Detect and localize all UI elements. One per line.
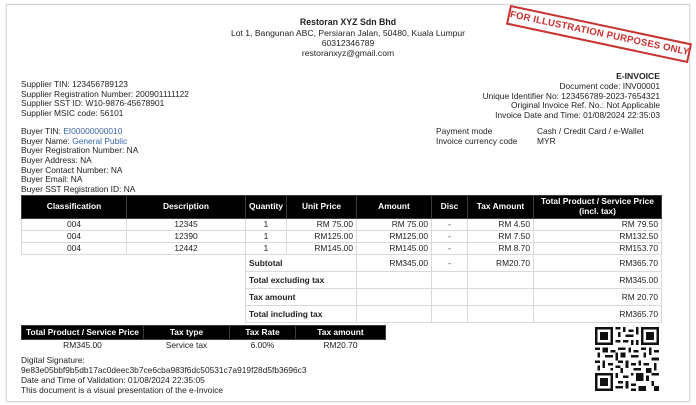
total-excluding-tax-label: Total excluding tax [246, 272, 357, 289]
cell-total-price: RM 79.50 [534, 219, 662, 231]
supplier-msic: Supplier MSIC code: 56101 [21, 107, 124, 118]
tax-header-type: Tax type [144, 326, 230, 340]
tax-header-rate: Tax Rate [230, 326, 296, 340]
unique-identifier: Unique Identifier No: 123456789-2023-7654321 [482, 90, 660, 101]
buyer-name-value: General Public [72, 135, 128, 146]
invoice-datetime: Invoice Date and Time: 01/08/2024 22:35:03 [495, 109, 660, 120]
payment-details [436, 127, 676, 146]
subtotal-amount: RM345.00 [357, 255, 432, 272]
tax-total-price: RM345.00 [63, 340, 102, 351]
payment-mode-value: Cash / Credit Card / e-Wallet [537, 126, 644, 136]
header-classification: Classification [22, 196, 127, 219]
table-row [22, 243, 662, 255]
blank-cell [357, 306, 432, 323]
blank-cell [127, 272, 246, 289]
buyer-name-label: Buyer Name: [21, 135, 73, 146]
digital-signature: 9e83e05bbf9b5db17ac0deec3b7ce6cba983f6dc50531c7a919f28d5fb3696c3 [21, 364, 307, 375]
supplier-sst: Supplier SST ID: W10-9876-45678901 [21, 98, 165, 109]
tax-summary-row [22, 340, 386, 353]
cell-total-price: RM132.50 [534, 231, 662, 243]
company-header [180, 17, 516, 58]
tax-amount-label: Tax amount [246, 289, 357, 306]
tax-amount-value: RM 20.70 [534, 289, 662, 306]
company-email: restoranxyz@gmail.com [301, 48, 395, 59]
subtotal-row [22, 255, 662, 272]
buyer-sst: Buyer SST Registration ID: NA [21, 183, 136, 194]
blank-cell [22, 255, 127, 272]
subtotal-total: RM365.70 [534, 255, 662, 272]
cell-amount: RM125.00 [357, 231, 432, 243]
qr-code-icon [595, 327, 659, 391]
header-disc: Disc [432, 196, 468, 219]
supplier-details [21, 80, 321, 119]
blank-cell [468, 272, 534, 289]
tax-header-total-price: Total Product / Service Price [22, 326, 144, 340]
header-tax-amount: Tax Amount [468, 196, 534, 219]
blank-cell [468, 306, 534, 323]
cell-amount: RM 75.00 [357, 219, 432, 231]
blank-cell [432, 306, 468, 323]
cell-disc: - [432, 243, 468, 255]
total-excluding-tax-row [22, 272, 662, 289]
subtotal-disc: - [432, 255, 468, 272]
einvoice-details [360, 72, 660, 121]
total-including-tax-label: Total including tax [246, 306, 357, 323]
blank-cell [127, 306, 246, 323]
buyer-tin-label: Buyer TIN: [21, 126, 64, 136]
tax-summary-table [21, 325, 386, 353]
blank-cell [432, 289, 468, 306]
header-amount: Amount [357, 196, 432, 219]
tax-type: Service tax [165, 340, 208, 351]
blank-cell [127, 289, 246, 306]
cell-classification: 004 [22, 243, 127, 255]
supplier-tin: Supplier TIN: 123456789123 [21, 79, 128, 89]
cell-tax-amount: RM 7.50 [468, 231, 534, 243]
header-total-price: Total Product / Service Price (incl. tax) [534, 196, 662, 219]
blank-cell [468, 289, 534, 306]
cell-unit-price: RM125.00 [287, 231, 357, 243]
cell-quantity: 1 [246, 243, 287, 255]
blank-cell [432, 272, 468, 289]
cell-description: 12345 [127, 219, 246, 231]
buyer-email: Buyer Email: NA [21, 174, 83, 185]
company-name: Restoran XYZ Sdn Bhd [299, 17, 397, 27]
line-items-table [21, 195, 662, 323]
tax-rate: 6.00% [250, 340, 275, 351]
total-including-tax-value: RM365.70 [534, 306, 662, 323]
blank-cell [22, 289, 127, 306]
table-header-row [22, 196, 662, 219]
header-unit-price: Unit Price [287, 196, 357, 219]
cell-unit-price: RM 75.00 [287, 219, 357, 231]
cell-classification: 004 [22, 219, 127, 231]
visual-presentation-note: This document is a visual presentation of the e-Invoice [21, 384, 224, 395]
buyer-registration: Buyer Registration Number: NA [21, 145, 139, 156]
subtotal-tax: RM20.70 [468, 255, 534, 272]
validation-datetime: Date and Time of Validation: 01/08/2024 22:35:05 [21, 374, 205, 385]
table-row [22, 231, 662, 243]
buyer-address: Buyer Address: NA [21, 154, 92, 165]
cell-description: 12442 [127, 243, 246, 255]
header-quantity: Quantity [246, 196, 287, 219]
company-phone: 60312346789 [321, 37, 375, 48]
supplier-registration: Supplier Registration Number: 200901111122 [21, 88, 189, 99]
original-invoice-ref: Original Invoice Ref. No.: Not Applicable [511, 100, 660, 111]
blank-cell [357, 272, 432, 289]
header-description: Description [127, 196, 246, 219]
payment-mode-label: Payment mode [436, 126, 493, 136]
currency-value: MYR [537, 135, 556, 146]
cell-disc: - [432, 231, 468, 243]
blank-cell [22, 272, 127, 289]
cell-quantity: 1 [246, 231, 287, 243]
tax-summary-header-row [22, 326, 386, 340]
tax-header-amount: Tax amount [296, 326, 386, 340]
buyer-tin-value: EI00000000010 [63, 126, 123, 136]
subtotal-label: Subtotal [246, 255, 357, 272]
document-code: Document code: INV00001 [559, 80, 660, 91]
tax-amount: RM20.70 [323, 340, 358, 351]
einvoice-title: E-INVOICE [616, 71, 660, 81]
total-excluding-tax-value: RM345.00 [534, 272, 662, 289]
footer [21, 356, 521, 396]
cell-quantity: 1 [246, 219, 287, 231]
cell-amount: RM145.00 [357, 243, 432, 255]
cell-tax-amount: RM 4.50 [468, 219, 534, 231]
total-including-tax-row [22, 306, 662, 323]
company-address: Lot 1, Bangunan ABC, Persiaran Jalan, 50480, Kuala Lumpur [230, 27, 466, 38]
cell-description: 12390 [127, 231, 246, 243]
cell-tax-amount: RM 8.70 [468, 243, 534, 255]
tax-amount-row [22, 289, 662, 306]
buyer-details [21, 127, 351, 195]
blank-cell [22, 306, 127, 323]
digital-signature-label: Digital Signature: [21, 355, 85, 365]
cell-disc: - [432, 219, 468, 231]
currency-label: Invoice currency code [436, 135, 518, 146]
cell-total-price: RM153.70 [534, 243, 662, 255]
buyer-contact: Buyer Contact Number: NA [21, 164, 123, 175]
blank-cell [127, 255, 246, 272]
blank-cell [357, 289, 432, 306]
table-row [22, 219, 662, 231]
cell-unit-price: RM145.00 [287, 243, 357, 255]
currency-row [436, 137, 676, 147]
cell-classification: 004 [22, 231, 127, 243]
illustration-stamp: FOR ILLUSTRATION PURPOSES ONLY [506, 5, 692, 63]
